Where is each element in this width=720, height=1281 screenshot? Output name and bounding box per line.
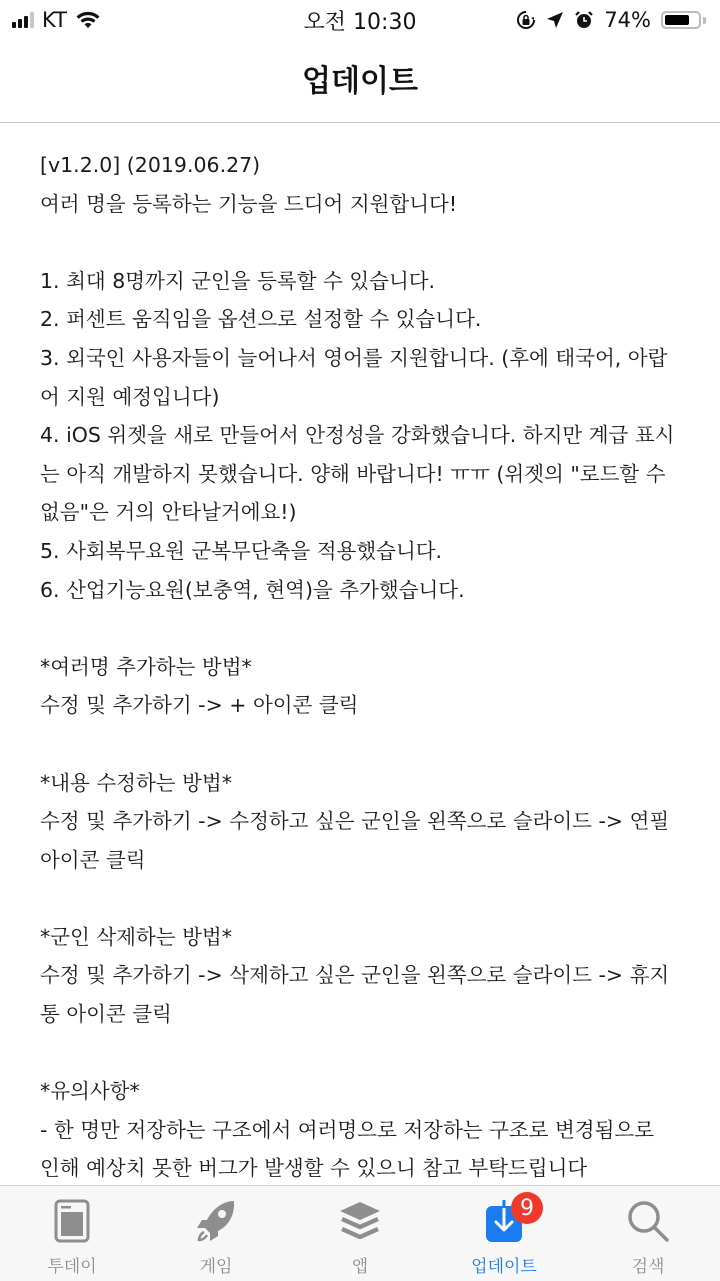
tab-label: 앱 [351,1257,369,1277]
today-icon [49,1198,95,1244]
text-line: 여러 명을 등록하는 기능을 드디어 지원합니다! [40,191,458,216]
section-heading: *내용 수정하는 방법* [40,770,232,795]
tab-label: 게임 [199,1257,233,1277]
version-line: [v1.2.0] (2019.06.27) [40,153,261,177]
text-line: 수정 및 추가하기 -> + 아이콘 클릭 [40,693,359,718]
status-time: 오전 10:30 [303,9,417,35]
blank-line [40,223,700,262]
text-line: 4. iOS 위젯을 새로 만들어서 안정성을 강화했습니다. 하지만 계급 표시 [40,423,675,448]
text-line: 어 지원 예정입니다) [40,384,220,409]
tab-games[interactable] [144,1186,288,1281]
section-heading: *군인 삭제하는 방법* [40,924,232,949]
text-line: 수정 및 추가하기 -> 삭제하고 싶은 군인을 왼쪽으로 슬라이드 -> 휴지 [40,963,670,988]
rocket-icon [193,1198,239,1244]
blank-line [40,1034,700,1073]
battery-icon [661,11,706,29]
alarm-icon [574,10,594,30]
text-line: 통 아이콘 클릭 [40,1002,172,1027]
tab-label: 업데이트 [471,1257,537,1277]
navigation-bar [0,40,720,123]
layers-icon [337,1198,383,1244]
section-heading: *유의사항* [40,1079,140,1104]
text-line: 5. 사회복무요원 군복무단축을 적용했습니다. [40,538,443,563]
text-line: 1. 최대 8명까지 군인을 등록할 수 있습니다. [40,268,436,293]
location-icon [546,11,564,29]
update-count-badge: 9 [511,1192,543,1224]
tab-bar [0,1185,720,1281]
wifi-icon [75,10,101,30]
battery-percent: 74% [604,8,651,32]
tab-today[interactable] [0,1186,144,1281]
blank-line [40,609,700,648]
text-line: 6. 산업기능요원(보충역, 현역)을 추가했습니다. [40,577,465,602]
carrier-label: KT [42,8,67,32]
signal-icon [12,12,34,28]
status-right [516,8,720,32]
text-line: 2. 퍼센트 움직임을 옵션으로 설정할 수 있습니다. [40,307,482,332]
text-line: 인해 예상치 못한 버그가 발생할 수 있으니 참고 부탁드립니다 [40,1156,588,1181]
page-title: 업데이트 [302,64,418,99]
blank-line [40,725,700,764]
blank-line [40,879,700,918]
status-left [0,8,101,32]
search-icon [625,1198,671,1244]
orientation-lock-icon [516,10,536,30]
tab-label: 검색 [631,1257,665,1277]
text-line: 아이콘 클릭 [40,847,146,872]
update-download-icon [481,1195,534,1244]
section-heading: *여러명 추가하는 방법* [40,654,252,679]
tab-label: 투데이 [47,1257,97,1277]
text-line: 없음"은 거의 안타날거에요!) [40,500,297,525]
text-line: - 한 명만 저장하는 구조에서 여러명으로 저장하는 구조로 변경됨으로 [40,1117,655,1142]
tab-search[interactable] [576,1186,720,1281]
text-line: 는 아직 개발하지 못했습니다. 양해 바랍니다! ㅠㅠ (위젯의 "로드할 수 [40,461,666,486]
tab-apps[interactable] [288,1186,432,1281]
status-bar [0,0,720,40]
text-line: 3. 외국인 사용자들이 늘어나서 영어를 지원합니다. (후에 태국어, 아랍 [40,345,668,370]
tab-updates[interactable] [432,1186,576,1281]
text-line: 수정 및 추가하기 -> 수정하고 싶은 군인을 왼쪽으로 슬라이드 -> 연필 [40,809,670,834]
release-notes [40,146,700,1188]
